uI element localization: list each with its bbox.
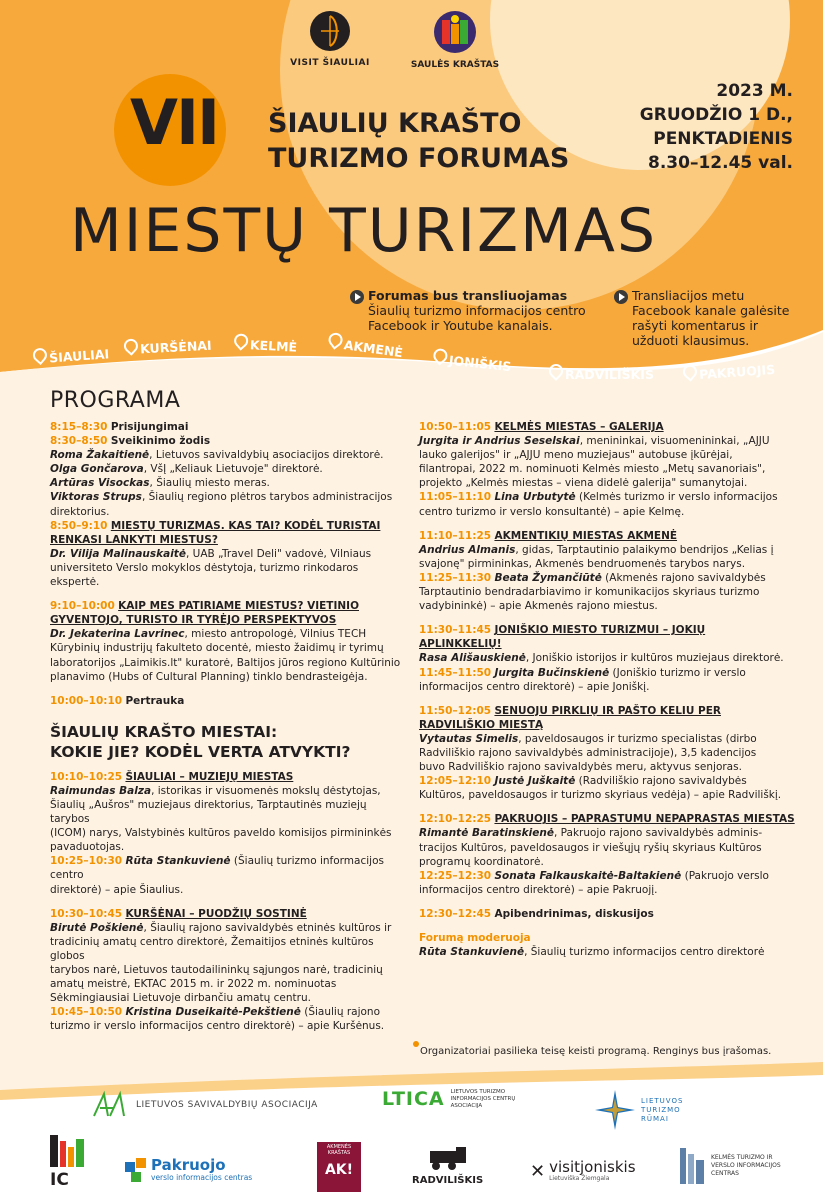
event-date bbox=[640, 79, 793, 175]
city-akmene: AKMENĖ bbox=[326, 332, 404, 360]
city-pakruojis: PAKRUOJIS bbox=[681, 359, 775, 383]
stream-title: Forumas bus transliuojamas bbox=[368, 288, 568, 303]
speaker: Dr. Jekaterina Lavrinec, miesto antropologė, Vilnius TECH bbox=[50, 628, 367, 641]
forum-title bbox=[268, 106, 569, 176]
compass-star-icon bbox=[595, 1090, 635, 1130]
train-icon bbox=[426, 1145, 470, 1171]
play-icon bbox=[614, 290, 628, 304]
speaker: 11:05–11:10 Lina Urbutytė (Kelmės turizmo ir verslo informacijos bbox=[419, 491, 778, 504]
kelme-emblem-icon bbox=[680, 1148, 706, 1184]
visit-caption: VISIT ŠIAULIAI bbox=[290, 58, 370, 68]
city-joniskis: JONIŠKIS bbox=[431, 348, 512, 374]
city-kelme: KELMĖ bbox=[233, 333, 298, 354]
agenda-item: 11:10–11:25 AKMENTIKIŲ MIESTAS AKMENĖ bbox=[419, 529, 678, 542]
pakruojo-emblem-icon bbox=[125, 1158, 147, 1182]
comment-line3: rašyti komentarus ir bbox=[632, 318, 759, 333]
agenda-item: 10:00–10:10 Pertrauka bbox=[50, 694, 185, 707]
comment-line2: Facebook kanale galėsite bbox=[632, 303, 790, 318]
edition-number: VII bbox=[130, 86, 219, 159]
speaker: 10:45–10:50 Kristina Duseikaitė-Pekštienė (Šiaulių rajono bbox=[50, 1006, 380, 1019]
stream-line1: Šiaulių turizmo informacijos centro bbox=[368, 303, 586, 318]
archer-icon bbox=[309, 10, 351, 52]
lsa-emblem-icon bbox=[90, 1090, 128, 1120]
speaker: Andrius Almanis, gidas, Tarptautinio palaikymo bendrijos „Kelias į bbox=[419, 543, 774, 556]
speaker: Roma Žakaitienė, Lietuvos savivaldybių asociacijos direktorė. bbox=[50, 449, 384, 462]
speaker: Rimantė Baratinskienė, Pakruojo rajono savivaldybės adminis- bbox=[419, 827, 763, 840]
agenda-item: 10:50–11:05 KELMĖS MIESTAS – GALERIJA bbox=[419, 421, 664, 433]
speaker: 11:25–11:30 Beata Žymančiūtė (Akmenės rajono savivaldybės bbox=[419, 571, 766, 584]
ic-emblem-icon bbox=[50, 1135, 86, 1167]
programa-heading: PROGRAMA bbox=[50, 388, 181, 413]
agenda-item: 12:30–12:45 Apibendrinimas, diskusijos bbox=[419, 907, 654, 920]
speaker: Birutė Poškienė, Šiaulių rajono savivaldybės etninės kultūros ir bbox=[50, 921, 392, 934]
location-pin-icon bbox=[681, 364, 696, 383]
cross-icon: ✕ bbox=[530, 1160, 546, 1182]
speaker: Artūras Visockas, Šiaulių miesto meras. bbox=[50, 477, 270, 490]
akmenes-krastas-logo: AKMENĖS KRAŠTAS AK! bbox=[317, 1142, 361, 1192]
speaker: 10:25–10:30 Rūta Stankuvienė (Šiaulių turizmo informacijos centro bbox=[50, 855, 384, 882]
city-siauliai: ŠIAULIAI bbox=[31, 343, 109, 366]
date-line3: PENKTADIENIS bbox=[653, 129, 793, 149]
speaker: Jurgita ir Andrius Seselskai, menininkai, visuomenininkai, „AJJU bbox=[419, 435, 770, 448]
location-pin-icon bbox=[326, 332, 342, 352]
agenda-item: 11:30–11:45 JONIŠKIO MIESTO TURIZMUI – JOKIŲ bbox=[419, 624, 706, 637]
siauliai-ic-logo: IC bbox=[50, 1135, 86, 1187]
comment-line4: užduoti klausimus. bbox=[632, 333, 750, 348]
agenda-item: 9:10–10:00 KAIP MES PATIRIAME MIESTUS? VIETINIO bbox=[50, 600, 359, 613]
speaker: 11:45–11:50 Jurgita Bučinskienė (Joniškio turizmo ir verslo bbox=[419, 666, 746, 679]
city-radviliskis: RADVILIŠKIS bbox=[548, 364, 654, 382]
visitjoniskis-logo: ✕ visitjoniskis Lietuviška Žiemgala bbox=[530, 1158, 636, 1182]
stream-line2: Facebook ir Youtube kanalais. bbox=[368, 318, 553, 333]
location-pin-icon bbox=[123, 339, 138, 358]
stream-info bbox=[368, 288, 586, 333]
ltr-logo: LIETUVOS TURIZMO RŪMAI bbox=[595, 1090, 683, 1130]
agenda-item: 10:10–10:25 ŠIAULIAI – MUZIEJŲ MIESTAS bbox=[50, 770, 294, 783]
location-pin-icon bbox=[548, 364, 562, 382]
agenda-item: 10:30–10:45 KURŠĖNAI – PUODŽIŲ SOSTINĖ bbox=[50, 907, 307, 920]
agenda-item: 12:10–12:25 PAKRUOJIS – PAPRASTUMU NEPAPRASTAS MIESTAS bbox=[419, 813, 795, 826]
ltica-mark: LTICA bbox=[382, 1088, 445, 1110]
moderator-heading: Forumą moderuoja bbox=[419, 932, 531, 944]
program-left-column: 8:15–8:30 Prisijungimai 8:30–8:50 Sveikinimo žodis Roma Žakaitienė, Lietuvos savivaldybių asociacijos direktorė. Olga Gončarova, VšĮ „Keliauk Lietuvoje" direktorė. Artūras Visockas, Šiaulių miesto meras. Viktoras Strups, Šiaulių regiono plėtros tarybos administracijos direktorius. 8:50–9:10 MIESTŲ TURIZMAS. KAS TAI? KODĖL TURISTAI RENKASI LANKYTI MIESTUS? Dr. Vilija Malinauskaitė, UAB „Travel Deli" vadovė, Vilniaus universiteto Verslo mokyklos dėstytoja, turizmo rinkodaros ekspertė. 9:10–10:00 KAIP MES PATIRIAME MIESTUS? VIETINIO GYVENTOJO, TURISTO IR TYRĖJO PERSPEKTYVOS Dr. Jekaterina Lavrinec, miesto antropologė, Vilnius TECH Kūrybinių industrijų fakulteto docentė, miesto žaidimų ir tyrimų laboratorijos „Laimikis.lt" kuratorė, Baltijos jūros regiono Kultūrinio planavimo (Hubs of Cultural Planning) tinklo bendrasteigėja. 10:00–10:10 Pertrauka ŠIAULIŲ KRAŠTO MIESTAI: KOKIE JIE? KODĖL VERTA ATVYKTI? 10:10–10:25 ŠIAULIAI – MUZIEJŲ MIESTAS Raimundas Balza, istorikas ir visuomenės mokslų dėstytojas, Šiaulių „Aušros" muziejaus direktorius, Tarptautinės muziejų tarybos (ICOM) narys, Valstybinės kultūros paveldo komisijos pirmininkės pavaduotojas. 10:25–10:30 Rūta Stankuvienė (Šiaulių turizmo informacijos centro direktorė) – apie Šiaulius. 10:30–10:45 KURŠĖNAI – PUODŽIŲ SOSTINĖ Birutė Poškienė, Šiaulių rajono savivaldybės etninės kultūros ir tradicinių amatų centro direktorė, Žemaitijos etninės kultūros globos tarybos narė, Lietuvos tautodailininkų sąjungos narė, tradicinių amatų meistrė, EKTAC 2015 m. ir 2022 m. nominuotas Sėkmingiausiai Lietuvoje dirbančiu amatų centru. 10:45–10:50 Kristina Duseikaitė-Pekštienė (Šiaulių rajono turizmo ir verslo informacijos centro direktorė) – apie Kuršėnus. bbox=[50, 420, 405, 1033]
radviliskis-logo: RADVILIŠKIS bbox=[412, 1145, 483, 1186]
akmenes-mark: AK! bbox=[324, 1162, 354, 1178]
comment-info bbox=[632, 288, 789, 348]
speaker: Dr. Vilija Malinauskaitė, UAB „Travel Deli" vadovė, Vilniaus bbox=[50, 547, 372, 560]
section-subheading: ŠIAULIŲ KRAŠTO MIESTAI: KOKIE JIE? KODĖL VERTA ATVYKTI? bbox=[50, 722, 351, 761]
saules-krastas-logo bbox=[405, 10, 505, 70]
kelme-tvic-logo: KELMĖS TURIZMO IR VERSLO INFORMACIJOS CENTRAS bbox=[680, 1148, 781, 1184]
date-line1: 2023 M. bbox=[716, 81, 793, 101]
date-line2: GRUODŽIO 1 D., bbox=[639, 105, 793, 125]
visit-siauliai-logo bbox=[290, 10, 370, 68]
location-pin-icon bbox=[31, 348, 46, 367]
play-icon bbox=[350, 290, 364, 304]
speaker: Viktoras Strups, Šiaulių regiono plėtros tarybos administracijos bbox=[50, 491, 393, 504]
agenda-item: 11:50–12:05 SENUOJU PIRKLIŲ IR PAŠTO KELIU PER bbox=[419, 704, 721, 717]
speaker: 12:25–12:30 Sonata Falkauskaitė-Baltakienė (Pakruojo verslo bbox=[419, 869, 769, 882]
date-line4: 8.30–12.45 val. bbox=[648, 153, 793, 173]
ltica-logo: LTICA LIETUVOS TURIZMO INFORMACIJOS CENTRŲ ASOCIACIJA bbox=[382, 1088, 516, 1110]
moderator: Rūta Stankuvienė, Šiaulių turizmo informacijos centro direktorė bbox=[419, 946, 765, 959]
program-right-column: 10:50–11:05 KELMĖS MIESTAS – GALERIJA Jurgita ir Andrius Seselskai, menininkai, visuomenininkai, „AJJU lauko galerijos" ir „AJJU meno muziejaus" autobuse įkūrėjai, filantropai, 2022 m. nominuoti Kelmės miesto „Metų savanoriais", projekto „Kelmės miestas – viena didelė galerija" sumanytojai. 11:05–11:10 Lina Urbutytė (Kelmės turizmo ir verslo informacijos centro turizmo ir verslo konsultantė) – apie Kelmę. 11:10–11:25 AKMENTIKIŲ MIESTAS AKMENĖ Andrius Almanis, gidas, Tarptautinio palaikymo bendrijos „Kelias į svajonę" pirmininkas, Akmenės bendruomenės tarybos narys. 11:25–11:30 Beata Žymančiūtė (Akmenės rajono savivaldybės Tarptautinio bendradarbiavimo ir komunikacijos skyriaus turizmo vadybininkė) – apie Akmenės rajono miestus. 11:30–11:45 JONIŠKIO MIESTO TURIZMUI – JOKIŲ APLINKKELIŲ! Rasa Ališauskienė, Joniškio istorijos ir kultūros muziejaus direktorė. 11:45–11:50 Jurgita Bučinskienė (Joniškio turizmo ir verslo informacijos centro direktorė) – apie Joniškį. 11:50–12:05 SENUOJU PIRKLIŲ IR PAŠTO KELIU PER RADVILIŠKIO MIESTĄ Vytautas Simelis, paveldosaugos ir turizmo specialistas (dirbo Radviliškio rajono savivaldybės administracijoje), 3,5 kadencijos buvo Radviliškio rajono savivaldybės meru, aktyvus senjoras. 12:05–12:10 Justė Juškaitė (Radviliškio rajono savivaldybės Kultūros, paveldosaugos ir turizmo skyriaus vedėja) – apie Radviliškį. 12:10–12:25 PAKRUOJIS – PAPRASTUMU NEPAPRASTAS MIESTAS Rimantė Baratinskienė, Pakruojo rajono savivaldybės adminis- tracijos Kultūros, paveldosaugos ir viešųjų ryšių skyriaus Kultūros programų koordinatorė. 12:25–12:30 Sonata Falkauskaitė-Baltakienė (Pakruojo verslo informacijos centro direktorė) – apie Pakruojį. 12:30–12:45 Apibendrinimas, diskusijos Forumą moderuoja Rūta Stankuvienė, Šiaulių turizmo informacijos centro direktorė bbox=[419, 420, 799, 959]
agenda-item: 8:50–9:10 MIESTŲ TURIZMAS. KAS TAI? KODĖL TURISTAI bbox=[50, 519, 381, 532]
speaker: Raimundas Balza, istorikas ir visuomenės mokslų dėstytojas, bbox=[50, 784, 381, 797]
speaker: 12:05–12:10 Justė Juškaitė (Radviliškio rajono savivaldybės bbox=[419, 775, 747, 788]
agenda-item: 8:15–8:30 Prisijungimai bbox=[50, 421, 189, 433]
forum-title-line1: ŠIAULIŲ KRAŠTO bbox=[268, 108, 522, 139]
bullet-dot bbox=[413, 1041, 419, 1047]
agenda-item: 8:30–8:50 Sveikinimo žodis bbox=[50, 435, 211, 448]
city-kursenai: KURŠĖNAI bbox=[123, 335, 212, 358]
speaker: Rasa Ališauskienė, Joniškio istorijos ir kultūros muziejaus direktorė. bbox=[419, 652, 784, 665]
organizer-note: Organizatoriai pasilieka teisę keisti programą. Renginys bus įrašomas. bbox=[420, 1046, 772, 1057]
comment-line1: Transliacijos metu bbox=[632, 288, 745, 303]
forum-title-line2: TURIZMO FORUMAS bbox=[268, 143, 570, 174]
lsa-logo: LIETUVOS SAVIVALDYBIŲ ASOCIACIJA bbox=[90, 1090, 318, 1120]
saules-caption: SAULĖS KRAŠTAS bbox=[410, 60, 500, 70]
location-pin-icon bbox=[233, 333, 248, 352]
theme-title: MIESTŲ TURIZMAS bbox=[70, 196, 658, 266]
speaker: Vytautas Simelis, paveldosaugos ir turizmo specialistas (dirbo bbox=[419, 732, 757, 745]
pakruojo-logo: Pakruojo verslo informacijos centras bbox=[125, 1157, 252, 1182]
speaker: Olga Gončarova, VšĮ „Keliauk Lietuvoje" direktorė. bbox=[50, 463, 323, 476]
location-pin-icon bbox=[431, 348, 447, 367]
sun-emblem-icon bbox=[433, 10, 477, 54]
